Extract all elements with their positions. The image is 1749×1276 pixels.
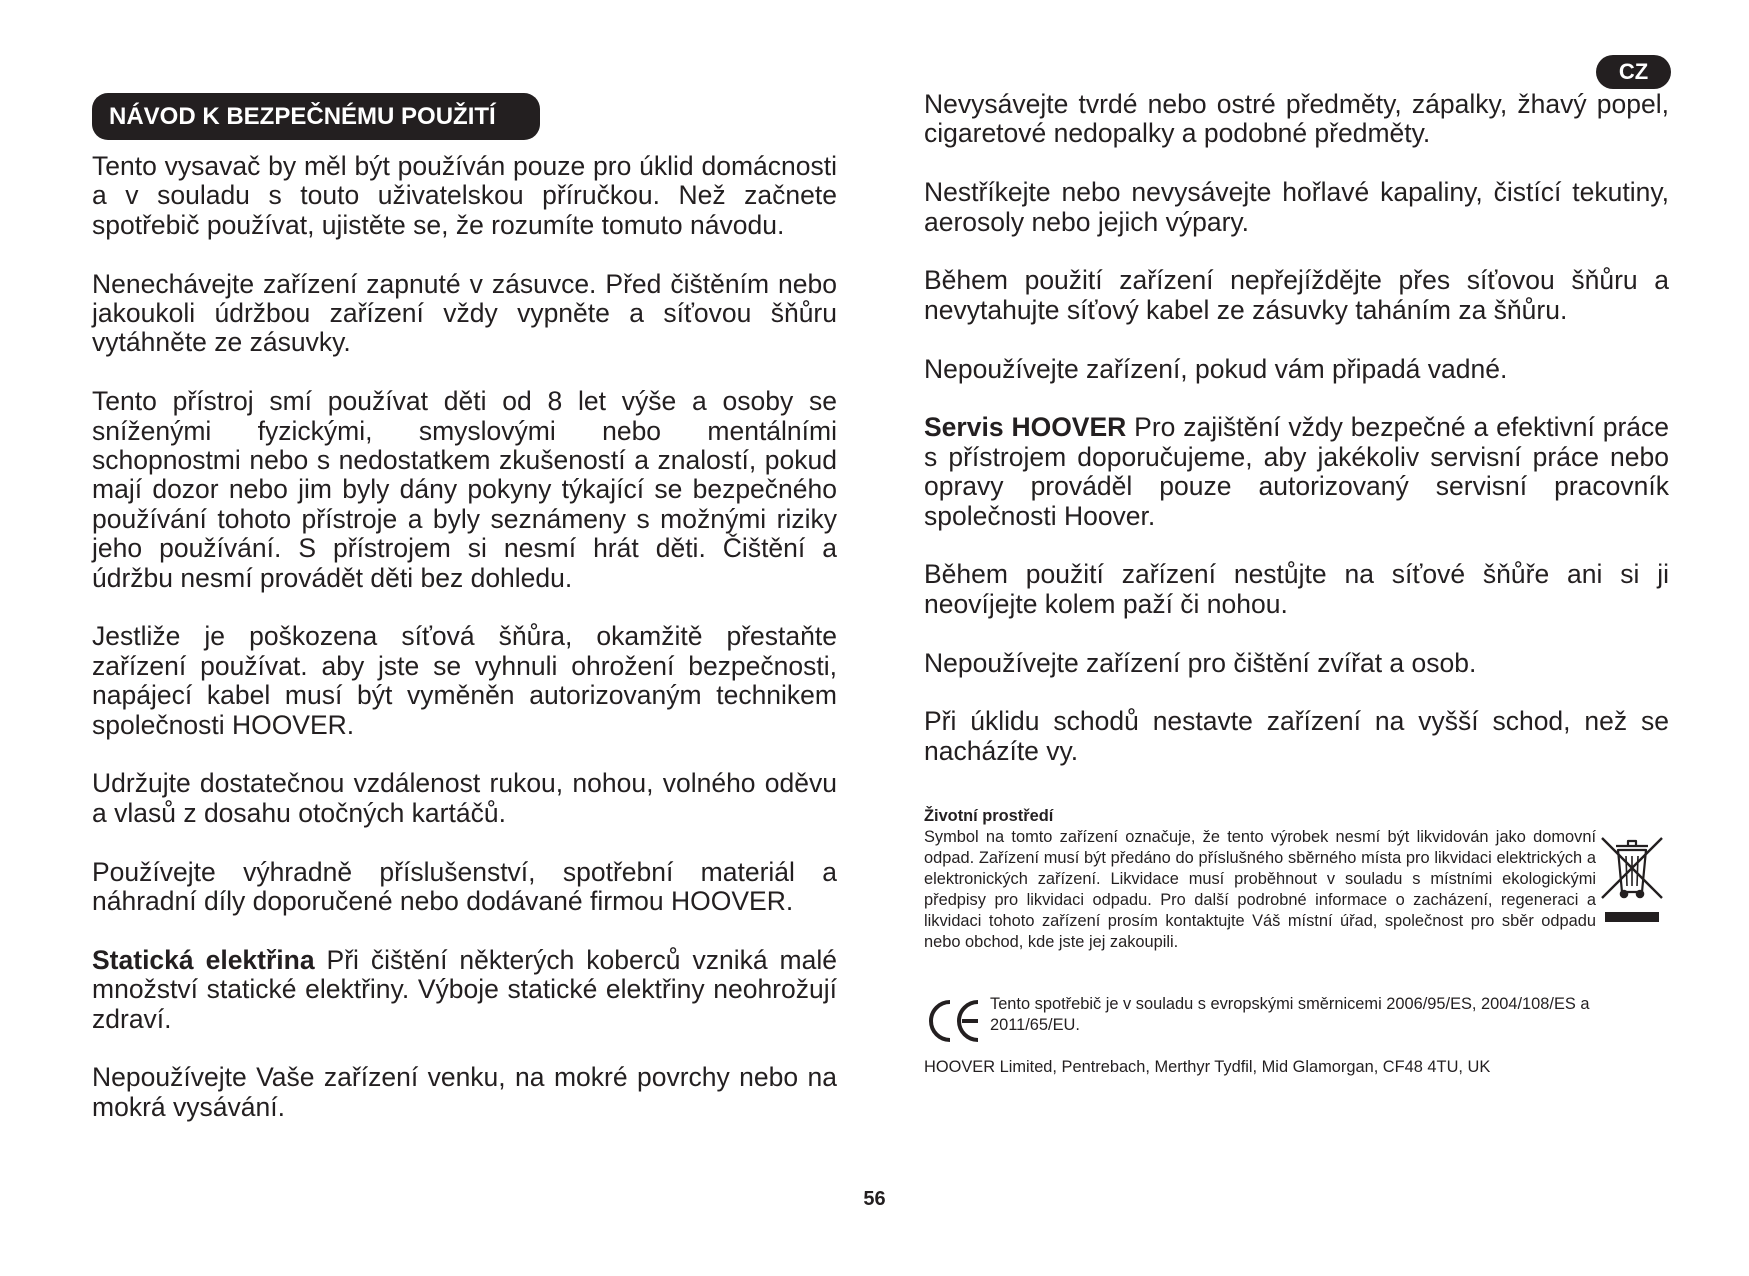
paragraph: Během použití zařízení nestůjte na síťové šňůře ani si ji neovíjejte kolem paží či nohou. bbox=[924, 559, 1669, 619]
manufacturer-address: HOOVER Limited, Pentrebach, Merthyr Tydfil, Mid Glamorgan, CF48 4TU, UK bbox=[924, 1058, 1491, 1076]
paragraph-heading: Statická elektřina bbox=[92, 944, 315, 975]
paragraph: Používejte výhradně příslušenství, spotřební materiál a náhradní díly doporučené nebo dodávané firmou HOOVER. bbox=[92, 856, 837, 917]
paragraph: Tento přístroj smí používat děti od 8 let výše a osoby se sníženými fyzickými, smyslovými nebo mentálními schopnostmi nebo s nedostatkem zkušeností a znalostí, pokud mají dozor nebo jim byly dány pokyny týkající se bezpečného používání tohoto přístroje a byly seznámeny s možnými riziky jeho používání. S přístrojem si nesmí hrát děti. Čištění a údržbu nesmí provádět děti bez dohledu. bbox=[92, 386, 837, 593]
left-column bbox=[92, 152, 837, 1152]
paragraph: Nepoužívejte zařízení pro čištění zvířat a osob. bbox=[924, 647, 1477, 678]
environment-section bbox=[924, 806, 1596, 953]
paragraph: Nestříkejte nebo nevysávejte hořlavé kapaliny, čistící tekutiny, aerosoly nebo jejich výpary. bbox=[924, 177, 1669, 237]
weee-crossed-bin-icon bbox=[1600, 832, 1664, 924]
paragraph-body: Pro zajištění vždy bezpečné a efektivní práce s přístrojem doporučujeme, aby jakékoliv servisní práce nebo opravy prováděl pouze autorizovaný servisní pracovník společnosti Hoover. bbox=[924, 412, 1670, 531]
paragraph: Tento vysavač by měl být používán pouze pro úklid domácnosti a v souladu s touto uživatelskou příručkou. Než začnete spotřebič používat, ujistěte se, že rozumíte tomuto návodu. bbox=[92, 151, 837, 240]
ce-mark-icon bbox=[926, 998, 982, 1044]
environment-text: Symbol na tomto zařízení označuje, že tento výrobek nesmí být likvidován jako domovní odpad. Zařízení musí být předáno do příslušného sběrného místa pro likvidaci elektrických a elektronických zařízení. Likvidace musí proběhnout v souladu s místními ekologickými předpisy pro likvidaci odpadu. Pro další podrobné informace o zacházení, regeneraci a likvidaci tohoto zařízení prosím kontaktujte Váš místní úřad, společnost pro sběr odpadu nebo obchod, kde jste jej zakoupili. bbox=[924, 828, 1596, 951]
section-title: NÁVOD K BEZPEČNÉMU POUŽITÍ bbox=[92, 93, 540, 140]
paragraph-service bbox=[924, 413, 1669, 531]
paragraph: Během použití zařízení nepřejíždějte přes síťovou šňůru a nevytahujte síťový kabel ze zásuvky taháním za šňůru. bbox=[924, 265, 1669, 325]
paragraph-static-electricity bbox=[92, 946, 837, 1034]
paragraph-body: Při čištění některých koberců vzniká malé množství statické elektřiny. Výboje statické elektřiny neohrožují zdraví. bbox=[92, 944, 837, 1034]
paragraph: Nenechávejte zařízení zapnuté v zásuvce. Před čištěním nebo jakoukoli údržbou zařízení vždy vypněte a síťovou šňůru vytáhněte ze zásuvky. bbox=[92, 268, 837, 358]
paragraph-heading: Servis HOOVER bbox=[924, 412, 1127, 443]
page-number: 56 bbox=[863, 1188, 886, 1210]
paragraph: Při úklidu schodů nestavte zařízení na vyšší schod, než se nacházíte vy. bbox=[924, 706, 1669, 766]
compliance-text: Tento spotřebič je v souladu s evropskými směrnicemi 2006/95/ES, 2004/108/ES a 2011/65/EU. bbox=[990, 995, 1590, 1034]
paragraph: Udržujte dostatečnou vzdálenost rukou, nohou, volného oděvu a vlasů z dosahu otočných kartáčů. bbox=[92, 768, 837, 828]
language-badge: CZ bbox=[1596, 55, 1671, 89]
right-column bbox=[924, 90, 1669, 796]
paragraph: Jestliže je poškozena síťová šňůra, okamžitě přestaňte zařízení používat. aby jste se vyhnuli ohrožení bezpečnosti, napájecí kabel musí být vyměněn autorizovaným technikem společnosti HOOVER. bbox=[92, 621, 837, 740]
paragraph: Nepoužívejte Vaše zařízení venku, na mokré povrchy nebo na mokrá vysávání. bbox=[92, 1062, 837, 1122]
paragraph: Nevysávejte tvrdé nebo ostré předměty, zápalky, žhavý popel, cigaretové nedopalky a podobné předměty. bbox=[924, 89, 1669, 149]
paragraph: Nepoužívejte zařízení, pokud vám připadá vadné. bbox=[924, 353, 1508, 384]
environment-title: Životní prostředí bbox=[924, 807, 1054, 825]
